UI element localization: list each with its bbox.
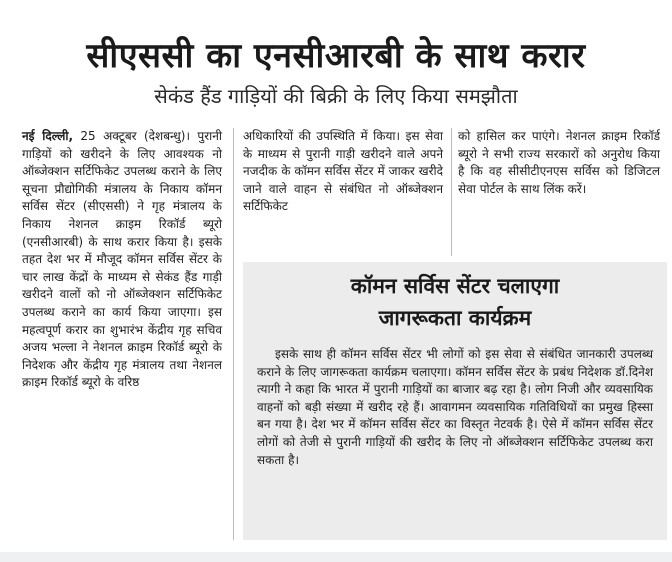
column-3-text: को हासिल कर पाएंगे। नेशनल क्राइम रिकॉर्ड ब्यूरो ने सभी राज्य सरकारों को अनुरोध किया है कि वह सीसीटीएनएस सर्विस को डिजिटल सेवा पोर्टल के साथ लिंक करें। [458, 129, 660, 196]
bottom-strip [0, 552, 672, 562]
box-title-line-1: कॉमन सर्विस सेंटर चलाएगा [350, 274, 560, 298]
column-1-text: 25 अक्टूबर (देशबन्धु)। पुरानी गाड़ियों को खरीदने के लिए आवश्यक नो ऑब्जेक्शन सर्टिफिकेट उपलब्ध कराने के लिए सूचना प्रौद्योगिकी मंत्रालय के निकाय कॉमन सर्विस सेंटर (सीएससी) ने गृह मंत्रालय के निकाय नेशनल क्राइम रिकॉर्ड ब्यूरो (एनसीआरबी) के साथ करार किया है। इसके तहत देश भर में मौजूद कॉमन सर्विस सेंटर के चार लाख केंद्रों के माध्यम से सेकंड हैंड गाड़ी खरीदने वालों को नो ऑब्जेक्शन सर्टिफिकेट उपलब्ध कराने का कार्य किया जाएगा। इस महत्वपूर्ण करार का शुभारंभ केंद्रीय गृह सचिव अजय भल्ला ने नेशनल क्राइम रिकॉर्ड ब्यूरो के निदेशक और केंद्रीय गृह मंत्रालय तथा नेशनल क्राइम रिकॉर्ड ब्यूरो के वरिष्ठ [22, 129, 222, 390]
article-column-2 [243, 128, 443, 216]
box-body: इसके साथ ही कॉमन सर्विस सेंटर भी लोगों को इस सेवा से संबंधित जानकारी उपलब्ध कराने के लिए जागरूकता कार्यक्रम चलाएगा। कॉमन सर्विस सेंटर के प्रबंध निदेशक डॉ.दिनेश त्यागी ने कहा कि भारत में पुरानी गाड़ियों का बाजार बढ़ रहा है। लोग निजी और व्यवसायिक वाहनों को बड़ी संख्या में खरीद रहे हैं। आवागमन व्यवसायिक गतिविधियों का प्रमुख हिस्सा बन गया है। देश भर में कॉमन सर्विस सेंटर का विस्तृत नेटवर्क है। ऐसे में कॉमन सर्विस सेंटर लोगों को तेजी से पुरानी गाड़ियों की खरीद के लिए नो ऑब्जेक्शन सर्टिफिकेट उपलब्ध करा सकता है। [257, 347, 653, 467]
column-divider-2 [451, 128, 452, 256]
box-title-line-2: जागरूकता कार्यक्रम [378, 306, 532, 330]
highlight-box [243, 262, 667, 540]
box-title [257, 270, 653, 334]
column-divider-1 [233, 128, 234, 540]
headline: सीएससी का एनसीआरबी के साथ करार [86, 35, 586, 76]
column-2-text: अधिकारियों की उपस्थिति में किया। इस सेवा के माध्यम से पुरानी गाड़ी खरीदने वाले अपने नजदीक के कॉमन सर्विस सेंटर में जाकर खरीदे जाने वाले वाहन से संबंधित नो ऑब्जेक्शन सर्टिफिकेट [243, 129, 443, 214]
dateline: नई दिल्ली, [22, 129, 74, 143]
subheadline: सेकंड हैंड गाड़ियों की बिक्री के लिए किया समझौता [154, 84, 518, 108]
article-column-1 [22, 128, 222, 392]
article-column-3 [458, 128, 660, 198]
